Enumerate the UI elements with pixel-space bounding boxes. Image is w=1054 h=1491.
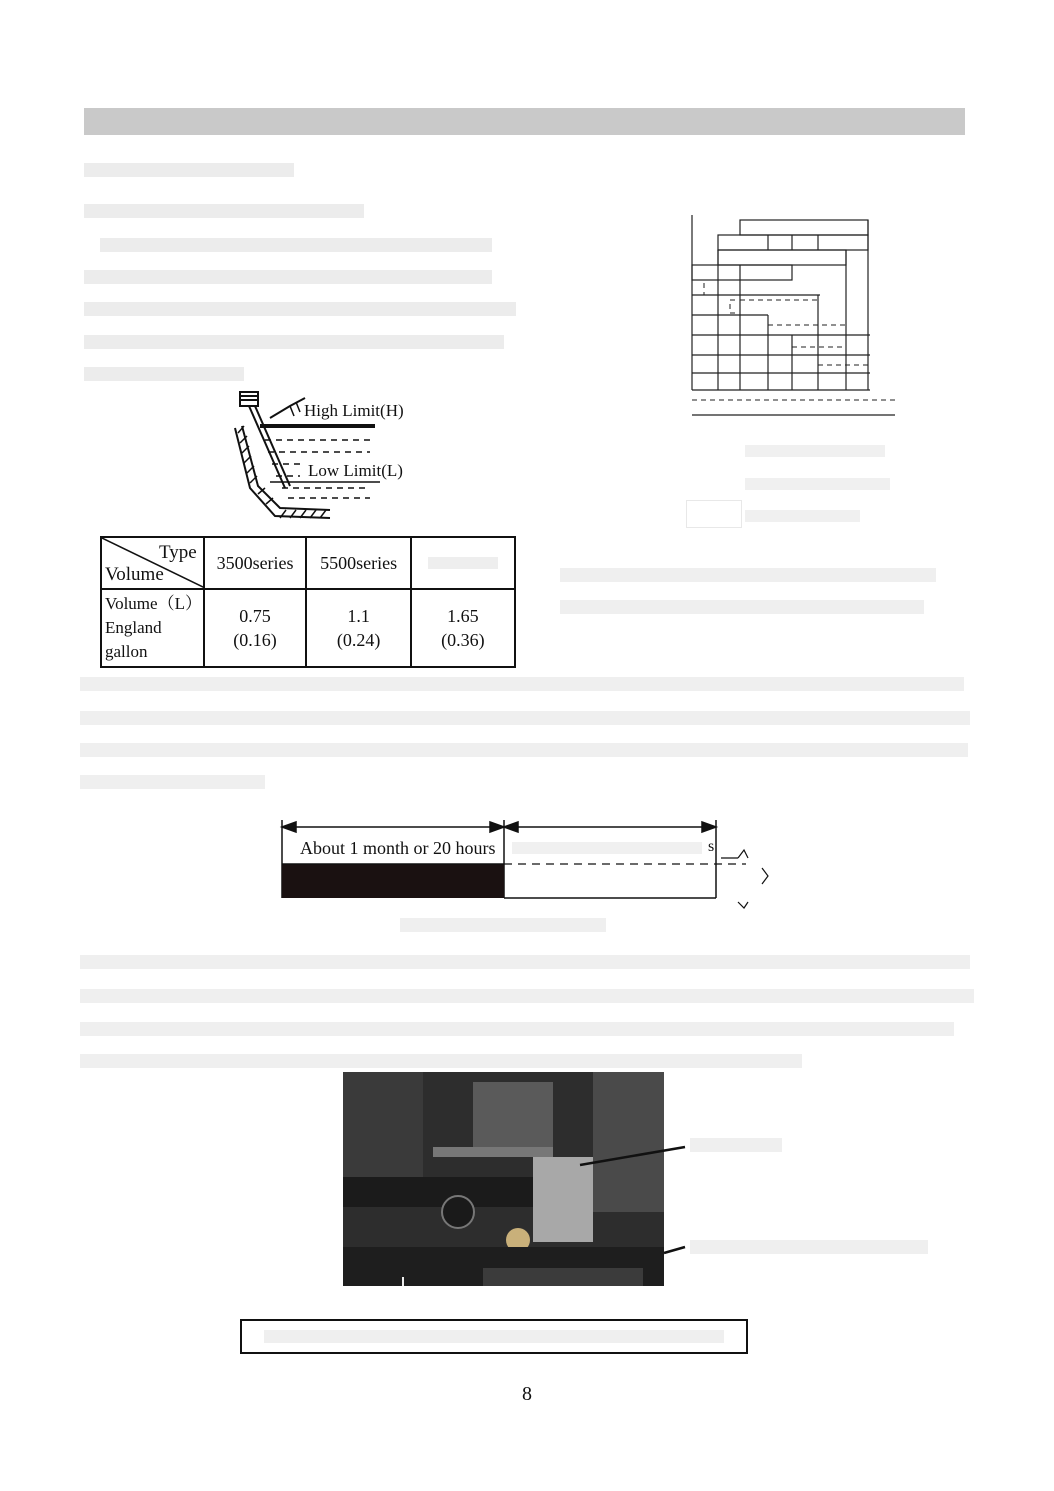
section-header-bar: [84, 108, 965, 135]
volume-cell: 0.75 (0.16): [204, 589, 307, 667]
page-number: 8: [522, 1383, 532, 1405]
second-period-label: s: [708, 838, 715, 855]
volume-cell: 1.65 (0.36): [411, 589, 515, 667]
volume-row-label: Volume（L） England gallon: [101, 589, 204, 667]
note-box: [240, 1319, 748, 1354]
oil-volume-table: [100, 536, 516, 668]
corner-type-label: Type: [159, 542, 197, 563]
volume-cell: 1.1 (0.24): [306, 589, 411, 667]
high-limit-label: High Limit(H): [304, 401, 404, 420]
column-header: 5500series: [306, 537, 411, 589]
table-corner-cell: [101, 537, 204, 589]
oil-viscosity-chart: [640, 205, 910, 445]
column-header: 3500series: [204, 537, 307, 589]
low-limit-label: Low Limit(L): [308, 461, 403, 480]
corner-volume-label: Volume: [105, 564, 164, 585]
photo-callout-lines: [560, 1135, 690, 1265]
column-header-faded: [411, 537, 515, 589]
oil-change-timeline: [276, 818, 776, 914]
first-period-label: About 1 month or 20 hours: [300, 838, 496, 858]
